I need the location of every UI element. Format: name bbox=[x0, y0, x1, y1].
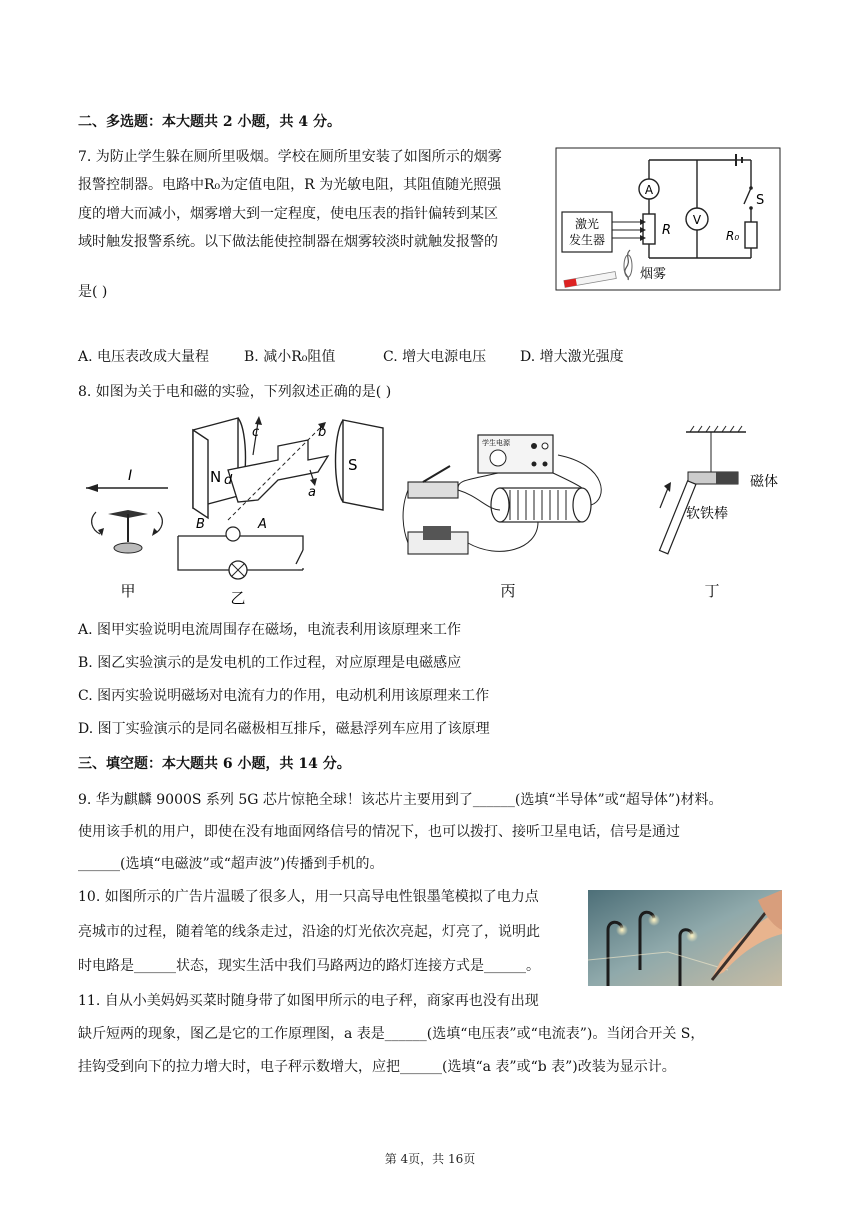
q7-line-4: 域时触发报警系统。以下做法能使控制器在烟雾较淡时就触发报警的 bbox=[78, 234, 498, 250]
q10-line-1: 10. 如图所示的广告片温暖了很多人，用一只高导电性银墨笔模拟了电力点 bbox=[78, 889, 539, 905]
label-c: c bbox=[252, 425, 260, 440]
q11-line-3: 挂钩受到向下的拉力增大时，电子秤示数增大，应把______(选填“a 表”或“b 表”)改装为显示计。 bbox=[78, 1059, 676, 1075]
q7-line-1: 7. 为防止学生躲在厕所里吸烟。学校在厕所里安装了如图所示的烟雾 bbox=[78, 149, 502, 165]
laser-label-line2: 发生器 bbox=[568, 233, 606, 247]
rheostat-icon bbox=[500, 488, 580, 522]
photoresistor-icon bbox=[643, 214, 655, 244]
q10-line-2: 亮城市的过程，随着笔的线条走过，沿途的灯光依次亮起，灯亮了，说明此 bbox=[78, 924, 540, 940]
caption-yi: 乙 bbox=[230, 589, 246, 607]
q7-circuit-figure bbox=[554, 146, 784, 296]
q8-figures bbox=[78, 410, 798, 610]
q9-line-2: 使用该手机的用户，即使在没有地面网络信号的情况下，也可以拨打、接听卫星电话，信号是通过 bbox=[78, 824, 680, 840]
q9-line-1: 9. 华为麒麟 9000S 系列 5G 芯片惊艳全球！该芯片主要用到了______(选填“半导体”或“超导体”)材料。 bbox=[78, 792, 723, 808]
section-title-fill-in: 三、填空题：本大题共 6 小题，共 14 分。 bbox=[78, 756, 351, 772]
q7-line-2: 报警控制器。电路中R₀为定值电阻，R 为光敏电阻，其阻值随光照强 bbox=[78, 177, 502, 193]
q8-option-a: A. 图甲实验说明电流周围存在磁场，电流表利用该原理来工作 bbox=[78, 622, 462, 638]
magnet-label: 磁体 bbox=[750, 474, 778, 490]
page-number-footer: 第 4页，共 16页 bbox=[384, 1152, 476, 1166]
q7-line-3: 度的增大而减小，烟雾增大到一定程度，使电压表的指针偏转到某区 bbox=[78, 206, 498, 222]
q8-stem: 8. 如图为关于电和磁的实验，下列叙述正确的是( ) bbox=[78, 384, 392, 400]
q10-advert-photo bbox=[588, 890, 782, 986]
switch-icon bbox=[744, 188, 751, 204]
q8-option-b: B. 图乙实验演示的是发电机的工作过程，对应原理是电磁感应 bbox=[78, 655, 462, 671]
label-b: b bbox=[318, 425, 327, 440]
fixed-resistor-icon bbox=[745, 222, 757, 248]
figure-ding bbox=[660, 426, 778, 600]
smoke-label: 烟雾 bbox=[640, 267, 667, 282]
fixed-resistor-label: R₀ bbox=[726, 229, 740, 243]
q7-option-c: C. 增大电源电压 bbox=[383, 349, 487, 365]
q10-line-3: 时电路是______状态，现实生活中我们马路两边的路灯连接方式是______。 bbox=[78, 958, 540, 974]
q7-option-b: B. 减小R₀阻值 bbox=[244, 349, 336, 365]
switch-label: S bbox=[756, 193, 765, 208]
caption-bing: 丙 bbox=[500, 582, 516, 600]
figure-jia bbox=[86, 468, 168, 600]
laser-label-line1: 激光 bbox=[574, 217, 600, 231]
caption-ding: 丁 bbox=[704, 582, 720, 600]
figure-yi bbox=[178, 416, 383, 607]
caption-jia: 甲 bbox=[120, 582, 136, 600]
power-supply-label: 学生电源 bbox=[482, 439, 510, 447]
q8-option-d: D. 图丁实验演示的是同名磁极相互排斥，磁悬浮列车应用了该原理 bbox=[78, 721, 490, 737]
q7-option-d: D. 增大激光强度 bbox=[520, 349, 624, 365]
switch-icon bbox=[296, 550, 303, 564]
voltmeter-label: V bbox=[692, 213, 702, 227]
label-a: a bbox=[308, 485, 316, 500]
label-d: d bbox=[224, 473, 233, 488]
section-title-multiple-choice: 二、多选题：本大题共 2 小题，共 4 分。 bbox=[78, 114, 341, 130]
resistor-r-label: R bbox=[662, 223, 672, 238]
q7-line-5: 是( ) bbox=[78, 284, 108, 300]
current-label: I bbox=[128, 468, 133, 484]
label-B: B bbox=[196, 517, 205, 532]
knife-switch-icon bbox=[408, 482, 458, 498]
q8-option-c: C. 图丙实验说明磁场对电流有力的作用，电动机利用该原理来工作 bbox=[78, 688, 490, 704]
magnet-s-label: S bbox=[348, 456, 358, 474]
ammeter-label: A bbox=[644, 183, 654, 197]
rod-label: 软铁棒 bbox=[686, 506, 728, 522]
q11-line-2: 缺斤短两的现象，图乙是它的工作原理图，a 表是______(选填“电压表”或“电流表”)。当闭合开关 S， bbox=[78, 1026, 705, 1042]
q9-line-3: ______(选填“电磁波”或“超声波”)传播到手机的。 bbox=[78, 856, 384, 872]
figure-bing bbox=[403, 435, 601, 600]
magnet-n-label: N bbox=[210, 468, 222, 486]
label-A: A bbox=[258, 517, 267, 532]
q7-option-a: A. 电压表改成大量程 bbox=[78, 349, 210, 365]
q11-line-1: 11. 自从小美妈妈买菜时随身带了如图甲所示的电子秤，商家再也没有出现 bbox=[78, 993, 539, 1009]
